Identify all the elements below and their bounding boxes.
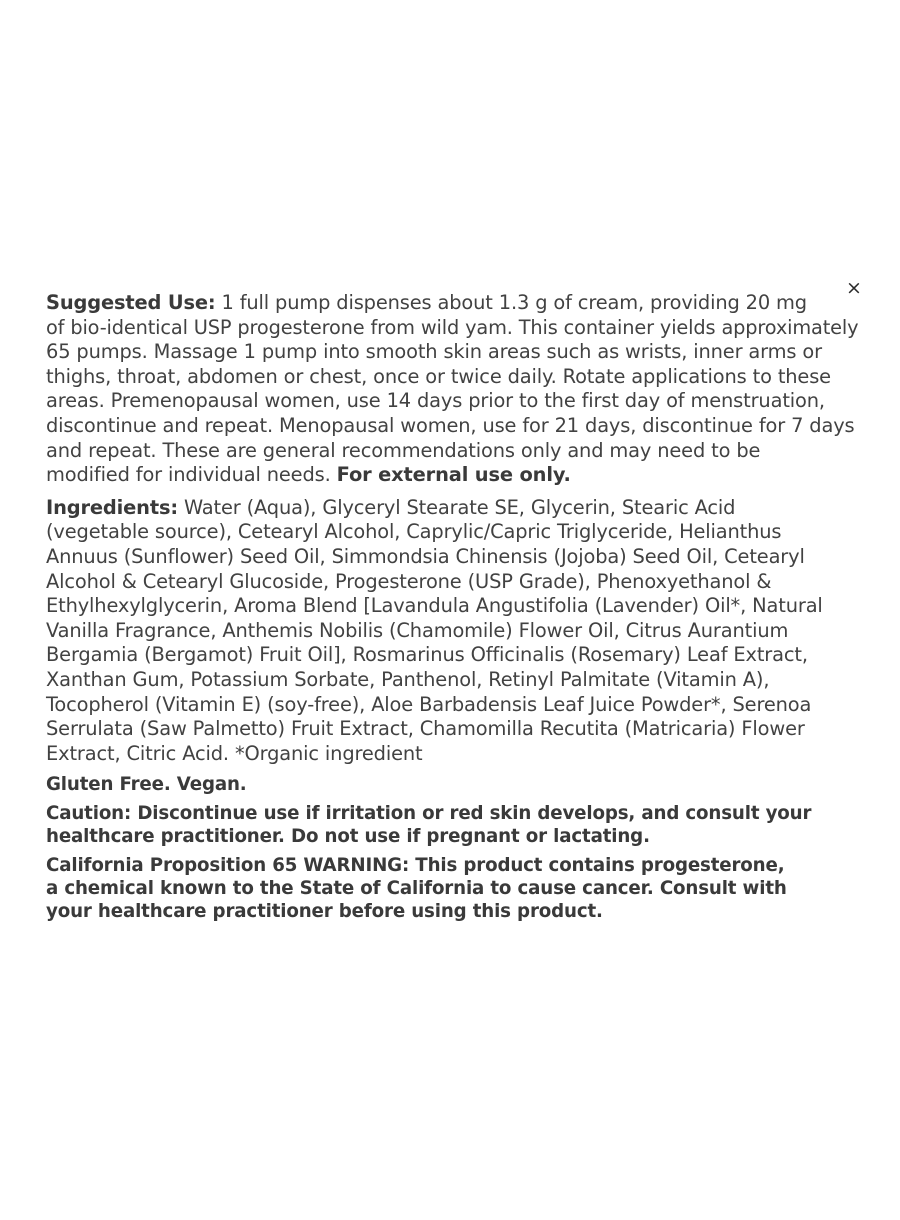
suggested-use-line: and repeat. These are general recommendations only and may need to be [46,438,761,462]
ingredients-line: Serrulata (Saw Palmetto) Fruit Extract, Chamomilla Recutita (Matricaria) Flower [46,717,805,741]
ingredients-line: Extract, Citric Acid. *Organic ingredient [46,741,423,765]
suggested-use-line: Suggested Use: 1 full pump dispenses about 1.3 g of cream, providing 20 mg [46,291,807,314]
external-use-note: For external use only. [336,463,571,487]
suggested-use-paragraph [46,291,866,488]
prop65-line: a chemical known to the State of California to cause cancer. Consult with [46,878,787,900]
ingredients-line: Ethylhexylglycerin, Aroma Blend [Lavandula Angustifolia (Lavender) Oil*, Natural [46,594,823,618]
ingredients-paragraph [46,496,866,767]
ingredients-line: (vegetable source), Cetearyl Alcohol, Caprylic/Capric Triglyceride, Helianthus [46,520,782,544]
prop65-warning-paragraph [46,854,866,923]
ingredients-line: Vanilla Fragrance, Anthemis Nobilis (Chamomile) Flower Oil, Citrus Aurantium [46,618,789,642]
ingredients-line: Ingredients: Water (Aqua), Glyceryl Stearate SE, Glycerin, Stearic Acid [46,495,736,519]
suggested-use-line: areas. Premenopausal women, use 14 days prior to the first day of menstruation, [46,389,825,413]
prop65-line: your healthcare practitioner before using this product. [46,901,603,923]
suggested-use-label: Suggested Use: [46,291,216,314]
ingredients-line: Bergamia (Bergamot) Fruit Oil], Rosmarinus Officinalis (Rosemary) Leaf Extract, [46,643,808,667]
ingredients-line: Tocopherol (Vitamin E) (soy-free), Aloe Barbadensis Leaf Juice Powder*, Serenoa [46,692,812,716]
caution-paragraph [46,802,866,848]
suggested-use-line: thighs, throat, abdomen or chest, once or twice daily. Rotate applications to these [46,364,831,388]
caution-line: Caution: Discontinue use if irritation or red skin develops, and consult your [46,803,812,825]
ingredients-line: Alcohol & Cetearyl Glucoside, Progesterone (USP Grade), Phenoxyethanol & [46,569,772,593]
suggested-use-line: modified for individual needs. For external use only. [46,463,571,487]
suggested-use-line: 65 pumps. Massage 1 pump into smooth skin areas such as wrists, inner arms or [46,340,822,364]
suggested-use-line: discontinue and repeat. Menopausal women, use for 21 days, discontinue for 7 days [46,413,855,437]
caution-line: healthcare practitioner. Do not use if pregnant or lactating. [46,826,650,848]
ingredients-line: Annuus (Sunflower) Seed Oil, Simmondsia Chinensis (Jojoba) Seed Oil, Cetearyl [46,544,805,568]
product-label-text [46,291,866,923]
ingredients-line: Xanthan Gum, Potassium Sorbate, Panthenol, Retinyl Palmitate (Vitamin A), [46,667,770,691]
close-icon: × [846,277,862,299]
prop65-line: California Proposition 65 WARNING: This product contains progesterone, [46,855,785,877]
ingredients-label: Ingredients: [46,495,178,519]
gluten-free-vegan-note: Gluten Free. Vegan. [46,774,247,796]
suggested-use-line: of bio-identical USP progesterone from wild yam. This container yields approximately [46,315,859,339]
